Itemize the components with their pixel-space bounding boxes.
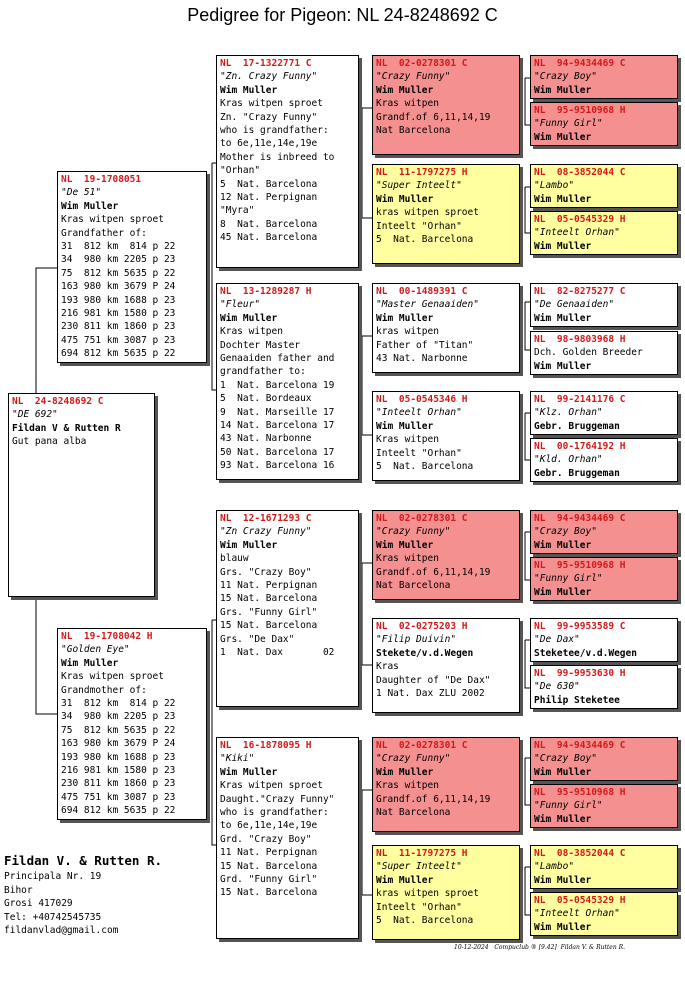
info-line: who is grandfather: [220,807,329,819]
info-line: 12 Nat. Perpignan [220,192,318,204]
pigeon-name: "Crazy Funny" [376,753,451,765]
info-line: 14 Nat. Barcelona 17 [220,420,335,432]
info-line: Grandfather of: [61,227,147,239]
breeder-name: Wim Muller [376,766,434,778]
great-great-grandparent-card[interactable] [530,892,678,936]
breeder-name: Wim Muller [534,586,592,598]
ring-number: NL 94-9434469 C [534,740,626,751]
pigeon-name: "Fleur" [220,299,261,311]
pigeon-name: "DE 692" [12,409,58,421]
info-line: 216 981 km 1580 p 23 [61,765,176,777]
ring-number: NL 00-1764192 H [534,441,626,452]
ring-number: NL 12-1671293 C [220,513,312,524]
breeder-name: Wim Muller [220,312,278,324]
breeder-name: Wim Muller [376,420,434,432]
info-line: Kras witpen [376,98,439,110]
info-line: 5 Nat. Barcelona [376,461,474,473]
footer-credits: 10-12-2024 Compuclub ® [9.42] Fildan V. & Rutten R. [454,944,626,951]
breeder-name: Wim Muller [376,539,434,551]
great-great-grandparent-card[interactable] [530,557,678,601]
info-line: 31 812 km 814 p 22 [61,241,176,253]
breeder-name: Philip Steketee [534,694,620,706]
breeder-name: Wim Muller [61,200,119,212]
breeder-name: Wim Muller [61,657,119,669]
ring-number: NL 13-1289287 H [220,286,312,297]
info-line: kras witpen [376,326,439,338]
info-line: 45 Nat. Barcelona [220,232,318,244]
info-line: Grd. "Funny Girl" [220,874,318,886]
info-line: Grs. "Funny Girl" [220,606,318,618]
info-line: Kras witpen [220,326,283,338]
info-line: Gut pana alba [12,436,87,448]
ring-number: NL 05-0545346 H [376,394,468,405]
info-line: 34 980 km 2205 p 23 [61,254,176,266]
subject-pigeon-card[interactable] [8,393,155,597]
great-great-grandparent-card[interactable] [530,845,678,889]
info-line: Grandf.of 6,11,14,19 [376,566,491,578]
breeder-name: Wim Muller [534,813,592,825]
breeder-name: Wim Muller [220,84,278,96]
ring-number: NL 99-9953589 C [534,621,626,632]
pigeon-name: "Lambo" [534,861,575,873]
owner-address-city: Grosi 417029 [4,898,73,909]
info-line: 15 Nat. Barcelona [220,860,318,872]
info-line: Grd. "Crazy Boy" [220,833,312,845]
info-line: Grandf.of 6,11,14,19 [376,111,491,123]
dam-sire-card[interactable] [216,510,359,707]
breeder-name: Wim Muller [534,84,592,96]
info-line: Nat Barcelona [376,807,451,819]
info-line: 11 Nat. Perpignan [220,847,318,859]
breeder-name: Wim Muller [534,360,592,372]
pigeon-name: Dch. Golden Breeder [534,347,643,359]
info-line: to 6e,11e,14e,19e [220,138,318,150]
info-line: grandfather to: [220,366,306,378]
info-line: Kras witpen [376,780,439,792]
info-line: 75 812 km 5635 p 22 [61,267,176,279]
info-line: to 6e,11e,14e,19e [220,820,318,832]
breeder-name: Wim Muller [534,240,592,252]
info-line: Grandf.of 6,11,14,19 [376,793,491,805]
info-line: 34 980 km 2205 p 23 [61,711,176,723]
breeder-name: Wim Muller [220,539,278,551]
pigeon-name: "Inteelt Orhan" [376,407,462,419]
pigeon-name: "Crazy Funny" [376,71,451,83]
breeder-name: Wim Muller [534,312,592,324]
great-great-grandparent-card[interactable] [530,618,678,662]
great-grandparent-card[interactable] [372,845,520,940]
pigeon-name: "Funny Girl" [534,800,603,812]
pigeon-name: "De 51" [61,187,102,199]
info-line: 193 980 km 1688 p 23 [61,751,176,763]
great-grandparent-card[interactable] [372,283,520,373]
pigeon-name: "Klz. Orhan" [534,407,603,419]
ring-number: NL 11-1797275 H [376,848,468,859]
ring-number: NL 02-0278301 C [376,740,468,751]
info-line: Inteelt "Orhan" [376,901,462,913]
info-line: kras witpen sproet [376,207,479,219]
info-line: Genaaiden father and [220,353,335,365]
owner-info [4,852,162,938]
great-grandparent-card[interactable] [372,55,520,155]
info-line: who is grandfather: [220,125,329,137]
info-line: 475 751 km 3087 p 23 [61,791,176,803]
pigeon-name: "Golden Eye" [61,644,130,656]
ring-number: NL 19-1708042 H [61,631,153,642]
ring-number: NL 95-9510968 H [534,105,626,116]
pigeon-name: "Crazy Boy" [534,71,597,83]
great-great-grandparent-card[interactable] [530,102,678,146]
pigeon-name: "Lambo" [534,180,575,192]
info-line: Grs. "Crazy Boy" [220,566,312,578]
ring-number: NL 98-9803968 H [534,334,626,345]
breeder-name: Wim Muller [376,84,434,96]
ring-number: NL 95-9510968 H [534,560,626,571]
breeder-name: Wim Muller [534,131,592,143]
sire-card[interactable] [57,171,207,363]
breeder-name: Wim Muller [534,874,592,886]
info-line: 8 Nat. Barcelona [220,218,318,230]
info-line: Inteelt "Orhan" [376,447,462,459]
breeder-name: Wim Muller [534,193,592,205]
ring-number: NL 05-0545329 H [534,214,626,225]
dam-dam-card[interactable] [216,737,359,939]
ring-number: NL 19-1708051 [61,174,142,185]
info-line: "Orhan" [220,165,261,177]
pigeon-name: "De Genaaiden" [534,299,615,311]
info-line: Father of "Titan" [376,339,474,351]
ring-number: NL 02-0275203 H [376,621,468,632]
great-great-grandparent-card[interactable] [530,211,678,255]
breeder-name: Wim Muller [376,312,434,324]
info-line: Kras witpen [376,553,439,565]
breeder-name: Wim Muller [220,766,278,778]
breeder-name: Steketee/v.d.Wegen [534,647,637,659]
ring-number: NL 17-1322771 C [220,58,312,69]
info-line: 15 Nat. Barcelona [220,620,318,632]
info-line: 5 Nat. Barcelona [220,178,318,190]
sire-sire-card[interactable] [216,55,359,268]
breeder-name: Gebr. Bruggeman [534,420,620,432]
info-line: 230 811 km 1860 p 23 [61,778,176,790]
great-grandparent-card[interactable] [372,737,520,832]
info-line: 50 Nat. Barcelona 17 [220,446,335,458]
pigeon-name: "Crazy Boy" [534,753,597,765]
info-line: 93 Nat. Barcelona 16 [220,460,335,472]
info-line: 1 Nat. Dax ZLU 2002 [376,688,485,700]
info-line: 75 812 km 5635 p 22 [61,724,176,736]
ring-number: NL 08-3852044 C [534,167,626,178]
great-great-grandparent-card[interactable] [530,784,678,828]
info-line: kras witpen sproet [376,888,479,900]
ring-number: NL 02-0278301 C [376,513,468,524]
info-line: Grandmother of: [61,684,147,696]
owner-phone: Tel: +40742545735 [4,911,102,923]
pigeon-name: "De 630" [534,681,580,693]
pigeon-name: "Zn. Crazy Funny" [220,71,318,83]
ring-number: NL 99-9953630 H [534,668,626,679]
owner-name: Fildan V. & Rutten R. [4,853,163,868]
pigeon-name: "De Dax" [534,634,580,646]
info-line: 694 812 km 5635 p 22 [61,348,176,360]
great-great-grandparent-card[interactable] [530,164,678,208]
info-line: 193 980 km 1688 p 23 [61,294,176,306]
breeder-name: Wim Muller [534,539,592,551]
info-line: 15 Nat. Barcelona [220,593,318,605]
info-line: Kras witpen sproet [61,671,164,683]
info-line: 9 Nat. Marseille 17 [220,406,335,418]
info-line: "Myra" [220,205,255,217]
ring-number: NL 02-0278301 C [376,58,468,69]
pigeon-name: "Filip Duivin" [376,634,457,646]
info-line: 43 Nat. Narbonne [220,433,312,445]
info-line: blauw [220,553,249,565]
pigeon-name: "Super Inteelt" [376,180,462,192]
page-title: Pedigree for Pigeon: NL 24-8248692 C [187,5,498,25]
great-great-grandparent-card[interactable] [530,510,678,554]
info-line: Daughter of "De Dax" [376,674,491,686]
owner-address-street: Principala Nr. 19 [4,871,102,882]
pigeon-name: "Funny Girl" [534,573,603,585]
pigeon-name: "Zn Crazy Funny" [220,526,312,538]
ring-number: NL 08-3852044 C [534,848,626,859]
breeder-name: Gebr. Bruggeman [534,467,620,479]
breeder-name: Wim Muller [376,193,434,205]
info-line: Kras witpen sproet [220,98,323,110]
dam-card[interactable] [57,628,207,820]
great-great-grandparent-card[interactable] [530,438,678,482]
info-line: 163 980 km 3679 P 24 [61,281,176,293]
great-great-grandparent-card[interactable] [530,283,678,327]
breeder-name: Wim Muller [376,874,434,886]
pigeon-name: "Master Genaaiden" [376,299,479,311]
ring-number: NL 94-9434469 C [534,513,626,524]
breeder-name: Wim Muller [534,921,592,933]
info-line: Grs. "De Dax" [220,633,295,645]
info-line: 31 812 km 814 p 22 [61,698,176,710]
great-grandparent-card[interactable] [372,391,520,481]
info-line: Inteelt "Orhan" [376,220,462,232]
sire-dam-card[interactable] [216,283,359,480]
info-line: 694 812 km 5635 p 22 [61,805,176,817]
info-line: 5 Nat. Barcelona [376,915,474,927]
info-line: Daught."Crazy Funny" [220,793,335,805]
info-line: 1 Nat. Dax 02 [220,647,335,659]
ring-number: NL 99-2141176 C [534,394,626,405]
ring-number: NL 00-1489391 C [376,286,468,297]
info-line: 216 981 km 1580 p 23 [61,308,176,320]
info-line: Zn. "Crazy Funny" [220,111,318,123]
pigeon-name: "Crazy Boy" [534,526,597,538]
pigeon-name: "Inteelt Orhan" [534,227,620,239]
info-line: Nat Barcelona [376,125,451,137]
pigeon-name: "Kld. Orhan" [534,454,603,466]
owner-address-region: Bihor [4,884,33,896]
info-line: Kras witpen sproet [220,780,323,792]
great-great-grandparent-card[interactable] [530,55,678,99]
info-line: Kras witpen [376,434,439,446]
info-line: Kras [376,661,399,673]
info-line: Nat Barcelona [376,580,451,592]
info-line: 5 Nat. Bordeaux [220,393,312,405]
info-line: Mother is inbreed to [220,151,335,163]
pigeon-name: "Inteelt Orhan" [534,908,620,920]
great-grandparent-card[interactable] [372,164,520,264]
info-line: Kras witpen sproet [61,214,164,226]
info-line: 11 Nat. Perpignan [220,580,318,592]
info-line: 1 Nat. Barcelona 19 [220,379,335,391]
info-line: 475 751 km 3087 p 23 [61,334,176,346]
info-line: 230 811 km 1860 p 23 [61,321,176,333]
pigeon-name: "Kiki" [220,753,255,765]
breeder-name: Stekete/v.d.Wegen [376,647,474,659]
ring-number: NL 16-1878095 H [220,740,312,751]
info-line: 15 Nat. Barcelona [220,887,318,899]
ring-number: NL 94-9434469 C [534,58,626,69]
great-grandparent-card[interactable] [372,618,520,713]
ring-number: NL 82-8275277 C [534,286,626,297]
info-line: 5 Nat. Barcelona [376,234,474,246]
info-line: 163 980 km 3679 P 24 [61,738,176,750]
pigeon-name: "Super Inteelt" [376,861,462,873]
breeder-name: Wim Muller [534,766,592,778]
great-great-grandparent-card[interactable] [530,737,678,781]
breeder-name: Fildan V & Rutten R [12,422,121,434]
ring-number: NL 11-1797275 H [376,167,468,178]
great-great-grandparent-card[interactable] [530,665,678,709]
owner-email[interactable]: fildanvlad@gmail.com [4,925,119,936]
ring-number: NL 24-8248692 C [12,396,104,407]
ring-number: NL 05-0545329 H [534,895,626,906]
info-line: 43 Nat. Narbonne [376,353,468,365]
pigeon-name: "Funny Girl" [534,118,603,130]
great-great-grandparent-card[interactable] [530,391,678,435]
info-line: Dochter Master [220,339,301,351]
great-grandparent-card[interactable] [372,510,520,600]
pigeon-name: "Crazy Funny" [376,526,451,538]
ring-number: NL 95-9510968 H [534,787,626,798]
great-great-grandparent-card[interactable] [530,331,678,375]
